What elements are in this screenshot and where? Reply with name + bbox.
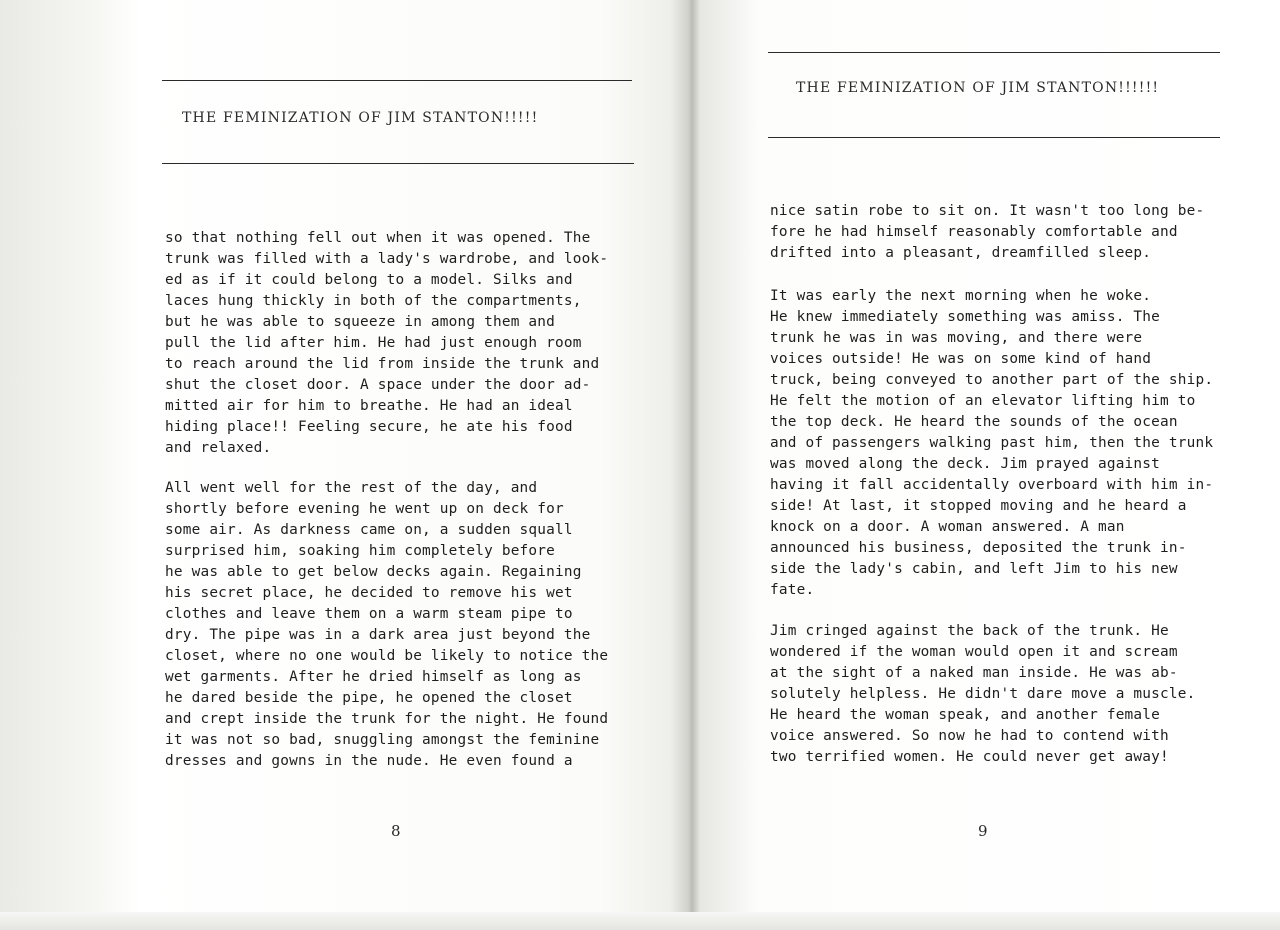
text-line: shut the closet door. A space under the door ad- [165, 377, 591, 393]
text-line: dry. The pipe was in a dark area just beyond the [165, 627, 591, 643]
text-line: and of passengers walking past him, then the trunk [770, 435, 1214, 451]
text-line: announced his business, deposited the trunk in- [770, 540, 1187, 556]
text-line: drifted into a pleasant, dreamfilled sleep. [770, 245, 1152, 261]
text-line: shortly before evening he went up on deck for [165, 501, 564, 517]
right-page [693, 0, 1280, 930]
text-line: All went well for the rest of the day, and [165, 480, 538, 496]
text-line: his secret place, he decided to remove his wet [165, 585, 573, 601]
text-line: it was not so bad, snuggling amongst the feminine [165, 732, 600, 748]
text-line: voices outside! He was on some kind of hand [770, 351, 1152, 367]
text-line: so that nothing fell out when it was opened. The [165, 230, 591, 246]
text-line: mitted air for him to breathe. He had an ideal [165, 398, 573, 414]
text-line: voice answered. So now he had to contend with [770, 728, 1169, 744]
page-bottom-edge [0, 912, 1280, 930]
text-line: solutely helpless. He didn't dare move a muscle. [770, 686, 1196, 702]
text-line: but he was able to squeeze in among them and [165, 314, 556, 330]
running-head: THE FEMINIZATION OF JIM STANTON!!!!!! [796, 80, 1160, 96]
text-line: trunk he was in was moving, and there were [770, 330, 1143, 346]
text-line: side! At last, it stopped moving and he heard a [770, 498, 1187, 514]
header-rule-top [768, 52, 1220, 53]
text-line: some air. As darkness came on, a sudden squall [165, 522, 573, 538]
text-line: knock on a door. A woman answered. A man [770, 519, 1125, 535]
header-rule-bottom [768, 137, 1220, 138]
text-line: wondered if the woman would open it and scream [770, 644, 1178, 660]
text-line: hiding place!! Feeling secure, he ate his food [165, 419, 573, 435]
page-number: 9 [978, 822, 988, 840]
text-line: was moved along the deck. Jim prayed against [770, 456, 1161, 472]
text-line: surprised him, soaking him completely before [165, 543, 556, 559]
text-line: having it fall accidentally overboard with him in- [770, 477, 1214, 493]
text-line: clothes and leave them on a warm steam pipe to [165, 606, 573, 622]
text-line: the top deck. He heard the sounds of the ocean [770, 414, 1178, 430]
text-line: Jim cringed against the back of the trunk. He [770, 623, 1169, 639]
text-line: and relaxed. [165, 440, 272, 456]
text-line: He knew immediately something was amiss. The [770, 309, 1161, 325]
text-line: side the lady's cabin, and left Jim to his new [770, 561, 1178, 577]
text-line: to reach around the lid from inside the trunk and [165, 356, 600, 372]
text-line: and crept inside the trunk for the night. He found [165, 711, 609, 727]
text-line: fore he had himself reasonably comfortable and [770, 224, 1178, 240]
text-line: dresses and gowns in the nude. He even found a [165, 753, 573, 769]
text-line: fate. [770, 582, 815, 598]
text-line: two terrified women. He could never get away! [770, 749, 1169, 765]
text-line: pull the lid after him. He had just enough room [165, 335, 582, 351]
header-rule-top [162, 80, 632, 81]
text-line: He heard the woman speak, and another female [770, 707, 1161, 723]
header-rule-bottom [162, 163, 634, 164]
text-line: he dared beside the pipe, he opened the closet [165, 690, 573, 706]
text-line: he was able to get below decks again. Regaining [165, 564, 582, 580]
running-head: THE FEMINIZATION OF JIM STANTON!!!!! [182, 110, 539, 126]
text-line: He felt the motion of an elevator lifting him to [770, 393, 1196, 409]
text-line: It was early the next morning when he woke. [770, 288, 1152, 304]
text-line: truck, being conveyed to another part of the ship. [770, 372, 1214, 388]
text-line: closet, where no one would be likely to notice the [165, 648, 609, 664]
text-line: wet garments. After he dried himself as long as [165, 669, 582, 685]
text-line: at the sight of a naked man inside. He was ab- [770, 665, 1178, 681]
text-line: laces hung thickly in both of the compartments, [165, 293, 582, 309]
page-number: 8 [391, 822, 401, 840]
text-line: ed as if it could belong to a model. Silks and [165, 272, 573, 288]
text-line: trunk was filled with a lady's wardrobe, and look- [165, 251, 609, 267]
text-line: nice satin robe to sit on. It wasn't too long be- [770, 203, 1205, 219]
